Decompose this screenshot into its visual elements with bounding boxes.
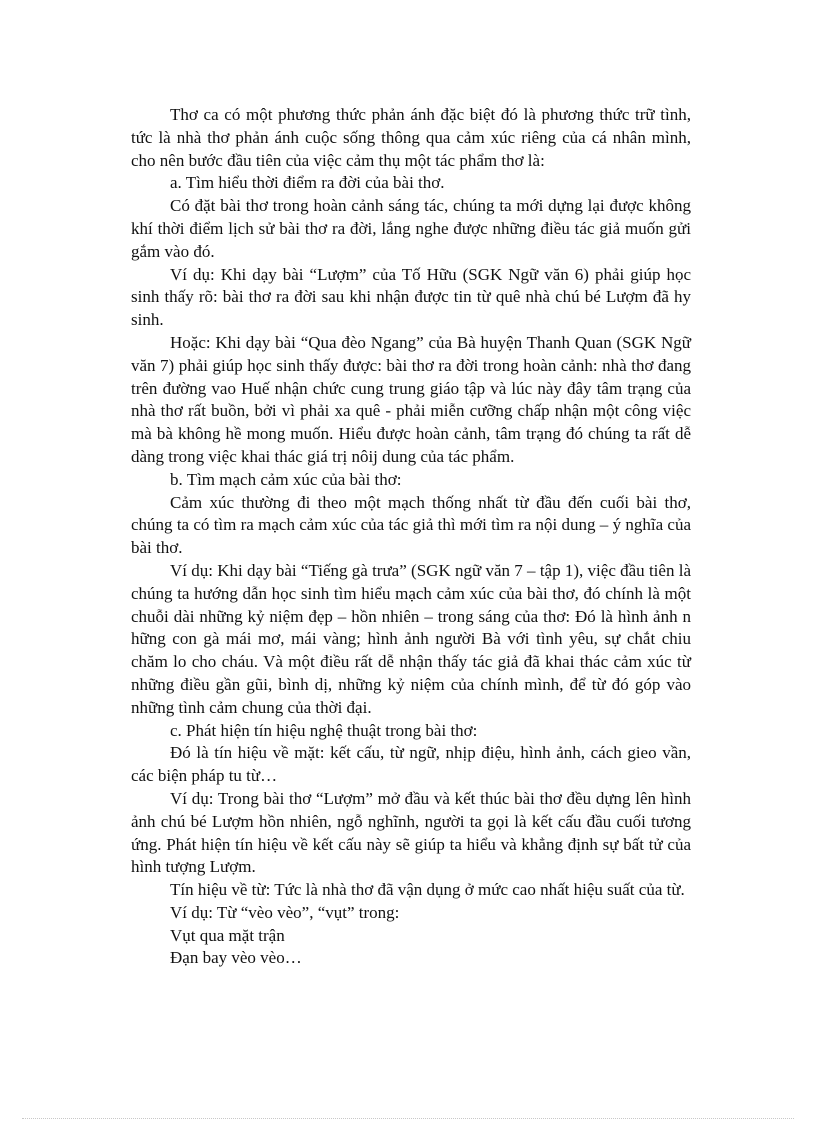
footer-divider <box>22 1118 794 1119</box>
paragraph-example-words: Ví dụ: Từ “vèo vèo”, “vụt” trong: <box>170 902 400 922</box>
paragraph-intro: Thơ ca có một phương thức phản ánh đặc biệt đó là phương thức trữ tình, tức là nhà thơ phản ánh cuộc sống thông qua cảm xúc riêng của cá nhân mình, cho nên bước đầu tiên của việc cảm thụ một tác phẩm thơ là: <box>131 105 691 170</box>
heading-c: c. Phát hiện tín hiệu nghệ thuật trong bài thơ: <box>170 720 478 740</box>
heading-a: a. Tìm hiểu thời điểm ra đời của bài thơ. <box>170 173 445 193</box>
paragraph-context: Có đặt bài thơ trong hoàn cảnh sáng tác, chúng ta mới dựng lại được không khí thời điểm lịch sử bài thơ ra đời, lắng nghe được những điều tác giả muốn gửi gắm vào đó. <box>131 196 691 261</box>
paragraph-signals: Đó là tín hiệu về mặt: kết cấu, từ ngữ, nhịp điệu, hình ảnh, cách gieo vần, các biện pháp tu từ… <box>131 743 691 786</box>
paragraph-example-tieng-ga-trua: Ví dụ: Khi dạy bài “Tiếng gà trưa” (SGK ngữ văn 7 – tập 1), việc đầu tiên là chúng ta hướng dẫn học sinh tìm hiểu mạch cảm xúc của bài thơ, đó chính là một chuỗi dài những kỷ niệm đẹp – hồn nhiên – trong sáng của thơ: Đó là hình ảnh n hững con gà mái mơ, mái vàng; hình ảnh người Bà với tình yêu, sự chắt chiu chăm lo cho cháu. Và một điều rất dễ nhận thấy tác giả đã khai thác cảm xúc từ những điều gần gũi, bình dị, những kỷ niệm của chính mình, để từ đó góp vào những tình cảm chung của thời đại. <box>131 560 691 717</box>
document-body <box>131 104 691 970</box>
paragraph-example-deo-ngang: Hoặc: Khi dạy bài “Qua đèo Ngang” của Bà huyện Thanh Quan (SGK Ngữ văn 7) phải giúp học sinh thấy được: bài thơ ra đời trong hoàn cảnh: nhà thơ đang trên đường vao Huế nhận chức cung trung giáo tập và lúc này đây tâm trạng của nhà thơ rất buồn, bởi vì phải xa quê - phải miễn cưỡng chấp nhận một công việc mà bà không hề mong muốn. Hiểu được hoàn cảnh, tâm trạng đó chúng ta rất dễ dàng trong việc khai thác giá trị nôij dung của tác phẩm. <box>131 332 691 466</box>
paragraph-emotion: Cảm xúc thường đi theo một mạch thống nhất từ đầu đến cuối bài thơ, chúng ta có tìm ra mạch cảm xúc của tác giả thì mới tìm ra nội dung – ý nghĩa của bài thơ. <box>131 492 691 558</box>
paragraph-word-signals: Tín hiệu về từ: Tức là nhà thơ đã vận dụng ở mức cao nhất hiệu suất của từ. <box>170 880 685 900</box>
poem-line-1: Vụt qua mặt trận <box>170 925 285 945</box>
poem-line-2: Đạn bay vèo vèo… <box>170 948 302 968</box>
paragraph-example-luom: Ví dụ: Khi dạy bài “Lượm” của Tố Hữu (SGK Ngữ văn 6) phải giúp học sinh thấy rõ: bài thơ ra đời sau khi nhận được tin từ quê nhà chú bé Lượm đã hy sinh. <box>131 264 691 330</box>
paragraph-example-structure: Ví dụ: Trong bài thơ “Lượm” mở đầu và kết thúc bài thơ đều dựng lên hình ảnh chú bé Lượm hồn nhiên, ngỗ nghĩnh, người ta gọi là kết cấu đầu cuối tương ứng. Phát hiện tín hiệu về kết cấu này sẽ giúp ta hiểu và khẳng định sự bất tử của hình tượng Lượm. <box>131 788 691 877</box>
heading-b: b. Tìm mạch cảm xúc của bài thơ: <box>170 469 402 489</box>
